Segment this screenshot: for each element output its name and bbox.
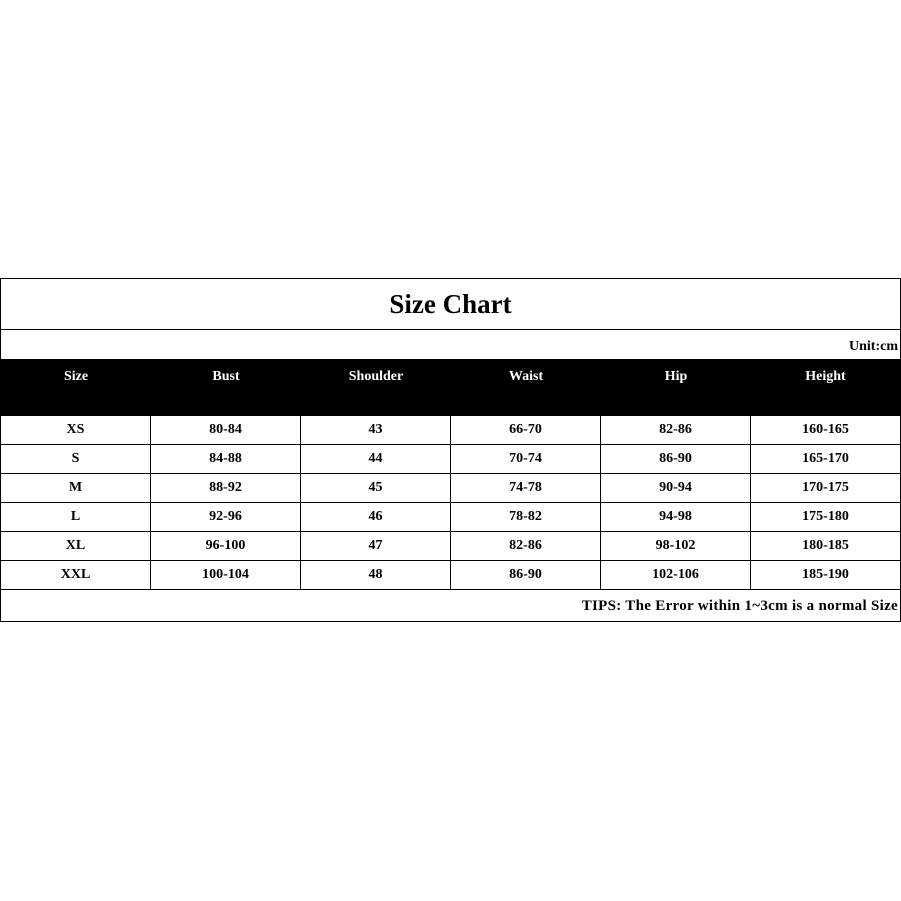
header-hip: Hip xyxy=(664,369,688,384)
table-row xyxy=(1,474,900,503)
cell-hip: 102-106 xyxy=(601,561,751,589)
cell-hip: 86-90 xyxy=(601,445,751,473)
cell-bust: 96-100 xyxy=(151,532,301,560)
table-row xyxy=(1,445,900,474)
cell-bust: 84-88 xyxy=(151,445,301,473)
header-height: Height xyxy=(805,369,846,384)
cell-bust: 88-92 xyxy=(151,474,301,502)
unit-label: Unit:cm xyxy=(849,339,898,354)
cell-height: 175-180 xyxy=(802,509,849,524)
cell-height: 160-165 xyxy=(802,422,849,437)
cell-size: S xyxy=(1,445,151,473)
cell-shoulder: 43 xyxy=(301,416,451,444)
cell-waist: 66-70 xyxy=(451,416,601,444)
cell-hip: 94-98 xyxy=(601,503,751,531)
cell-waist: 86-90 xyxy=(451,561,601,589)
cell-bust: 100-104 xyxy=(151,561,301,589)
tips-row xyxy=(1,590,900,621)
cell-height: 165-170 xyxy=(802,451,849,466)
cell-waist: 78-82 xyxy=(451,503,601,531)
unit-row xyxy=(1,330,900,358)
cell-hip: 82-86 xyxy=(601,416,751,444)
cell-size: L xyxy=(1,503,151,531)
header-waist: Waist xyxy=(508,369,544,384)
cell-size: XXL xyxy=(1,561,151,589)
cell-size: M xyxy=(1,474,151,502)
table-body xyxy=(1,415,900,590)
tips-text: TIPS: The Error within 1~3cm is a normal Size xyxy=(581,598,898,614)
header-bust: Bust xyxy=(212,369,240,384)
header-shoulder: Shoulder xyxy=(348,369,404,384)
cell-height: 180-185 xyxy=(802,538,849,553)
cell-size: XS xyxy=(1,416,151,444)
table-row xyxy=(1,503,900,532)
cell-bust: 92-96 xyxy=(151,503,301,531)
cell-waist: 74-78 xyxy=(451,474,601,502)
cell-height: 170-175 xyxy=(802,480,849,495)
size-chart xyxy=(0,278,901,622)
cell-height: 185-190 xyxy=(802,567,849,582)
cell-shoulder: 47 xyxy=(301,532,451,560)
cell-waist: 82-86 xyxy=(451,532,601,560)
cell-hip: 90-94 xyxy=(601,474,751,502)
cell-shoulder: 45 xyxy=(301,474,451,502)
cell-waist: 70-74 xyxy=(451,445,601,473)
table-header xyxy=(1,359,900,415)
header-size: Size xyxy=(63,369,89,384)
table-row xyxy=(1,415,900,445)
cell-shoulder: 48 xyxy=(301,561,451,589)
cell-shoulder: 44 xyxy=(301,445,451,473)
chart-title: Size Chart xyxy=(1,279,900,330)
cell-bust: 80-84 xyxy=(151,416,301,444)
cell-hip: 98-102 xyxy=(601,532,751,560)
table-row xyxy=(1,532,900,561)
table-row xyxy=(1,561,900,590)
cell-size: XL xyxy=(1,532,151,560)
cell-shoulder: 46 xyxy=(301,503,451,531)
